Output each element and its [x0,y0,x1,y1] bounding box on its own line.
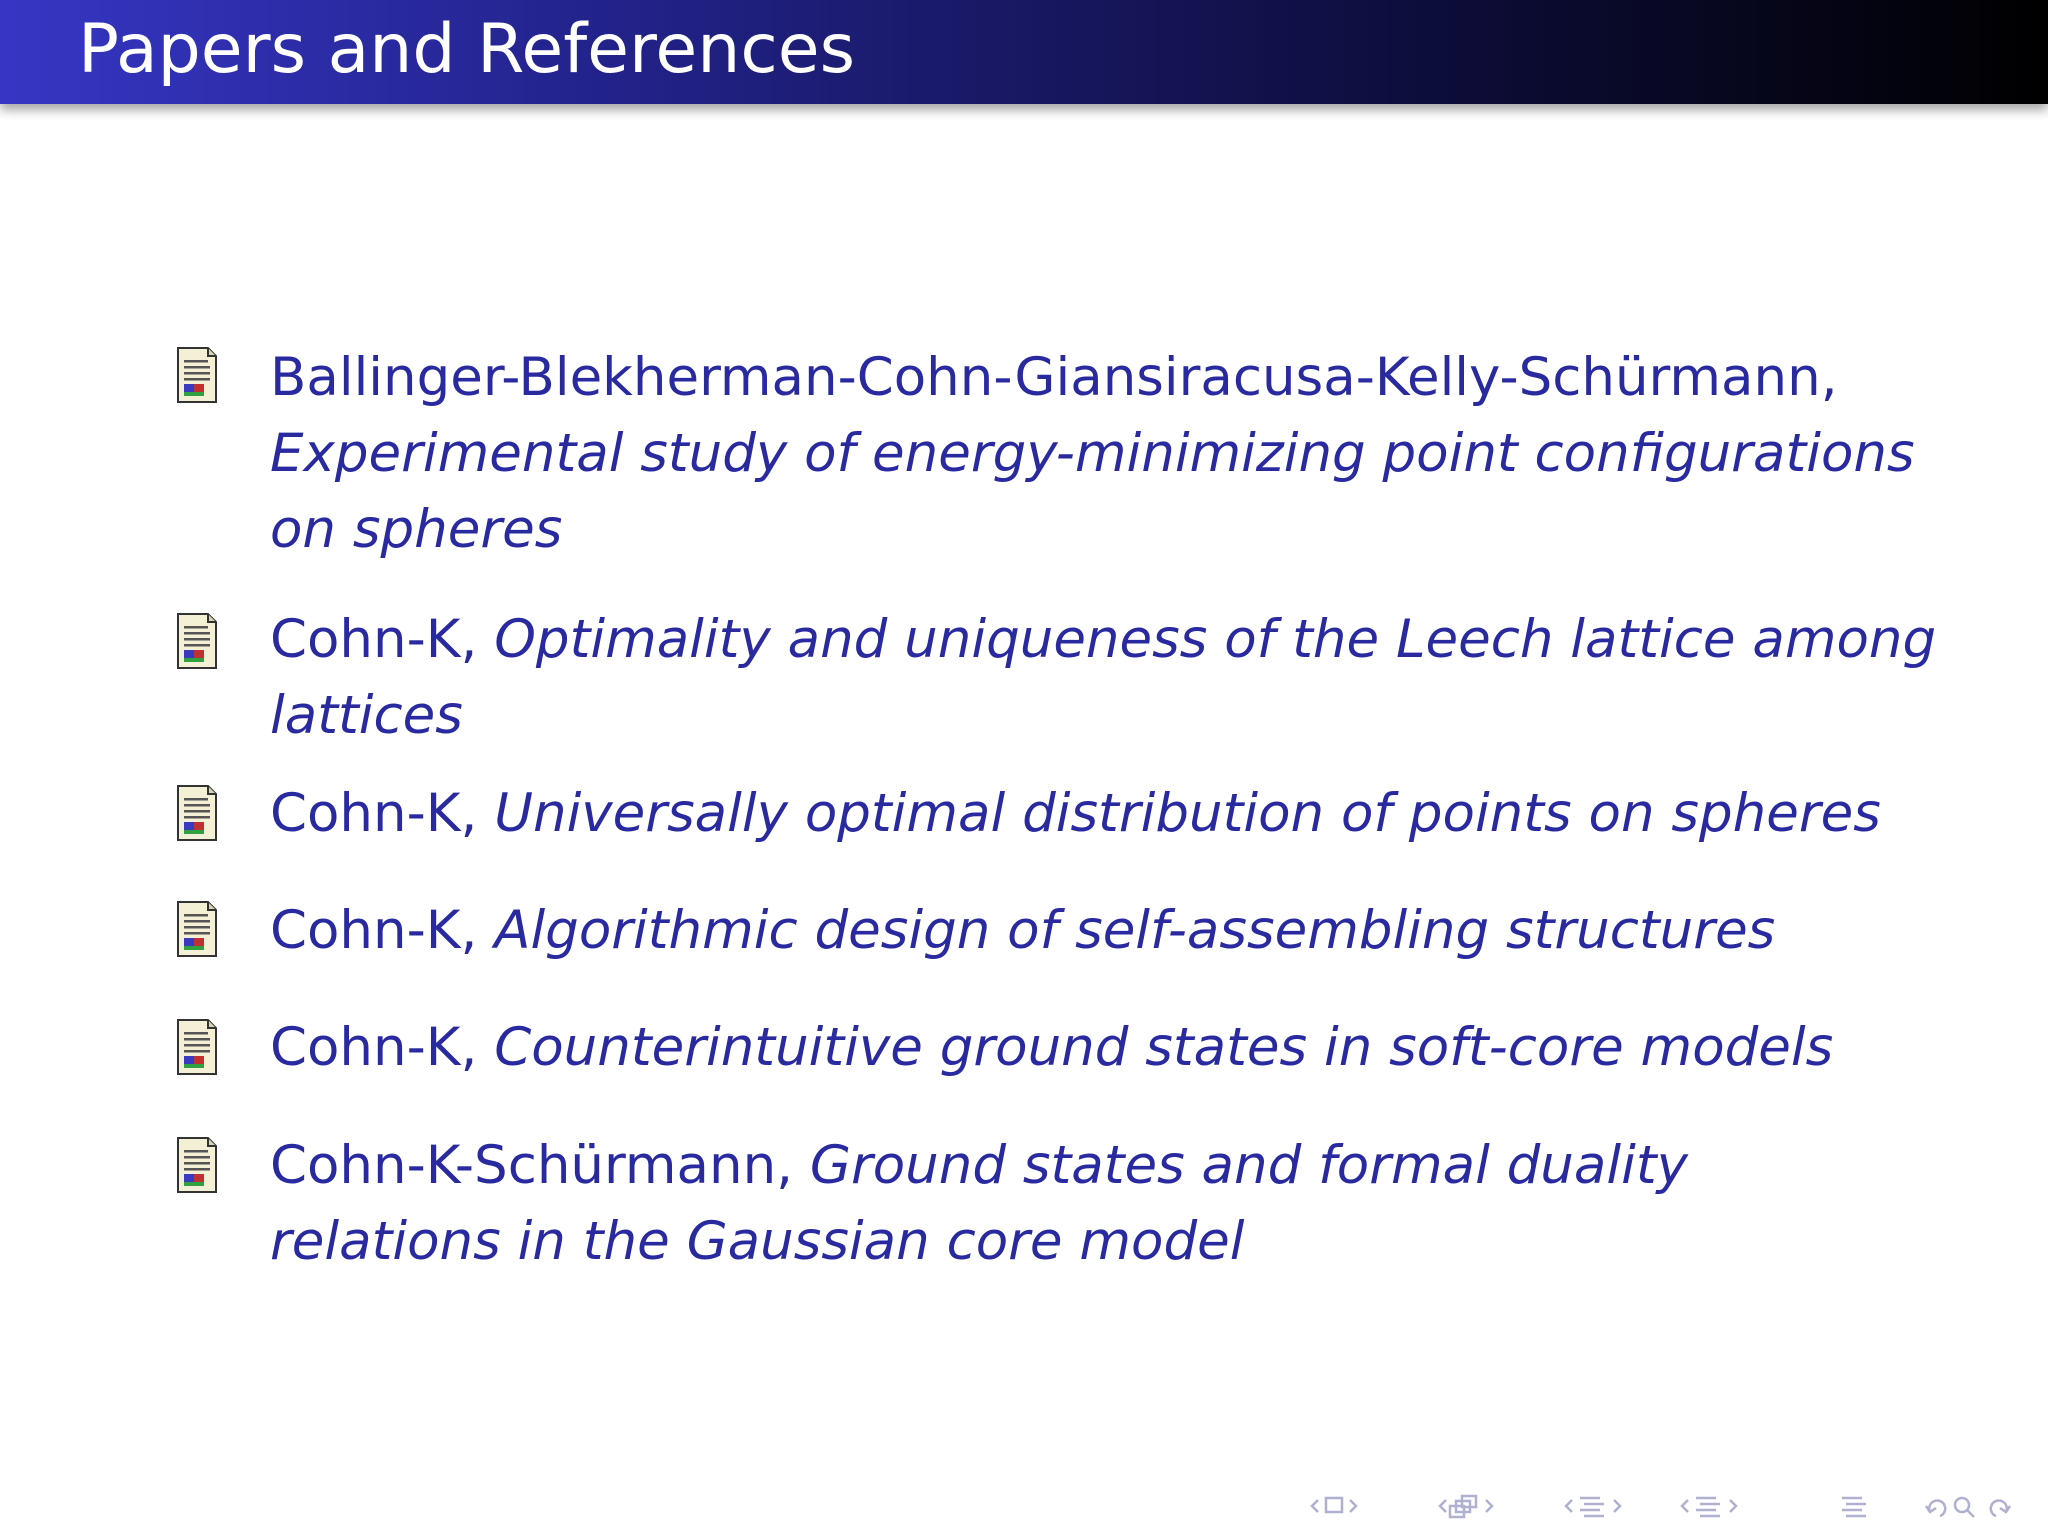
reference-item [270,602,2010,754]
document-icon [176,900,218,958]
section-icon[interactable] [1580,1498,1604,1516]
document-icon [176,1018,218,1076]
reference-item [270,776,2010,852]
align-icon[interactable] [1842,1498,1866,1516]
next-slide-icon[interactable] [1730,1500,1736,1512]
forward-icon[interactable] [1991,1501,2010,1516]
next-frame-icon[interactable] [1350,1500,1356,1512]
slide-icon[interactable] [1696,1498,1720,1516]
next-section-icon[interactable] [1614,1500,1620,1512]
document-icon [176,1136,218,1194]
reference-title-line: Universally optimal distribution of points on spheres [494,783,1881,844]
prev-section-icon[interactable] [1566,1500,1572,1512]
reference-item [270,893,2010,969]
reference-title-line: Ground states and formal duality [809,1135,1688,1196]
search-icon[interactable] [1955,1498,1974,1517]
prev-frame-icon[interactable] [1312,1500,1318,1512]
reference-authors: Cohn-K, [270,783,478,844]
document-icon [176,612,218,670]
reference-item [270,1010,2010,1086]
reference-title-line: Algorithmic design of self-assembling structures [494,900,1776,961]
reference-title-line: Optimality and uniqueness of the Leech lattice among [494,609,1937,670]
reference-authors: Cohn-K, [270,900,478,961]
reference-title-line: relations in the Gaussian core model [270,1211,1245,1272]
frame-icon[interactable] [1326,1498,1342,1512]
reference-authors: Cohn-K, [270,1017,478,1078]
reference-title-line: lattices [270,685,463,746]
slide-title: Papers and References [78,10,856,89]
document-icon [176,346,218,404]
reference-item [270,1128,2010,1280]
prev-slide-icon[interactable] [1682,1500,1688,1512]
reference-authors: Cohn-K, [270,609,478,670]
reference-title-line: Counterintuitive ground states in soft-core models [494,1017,1834,1078]
beamer-navigation-bar [1310,1488,2030,1524]
reference-title-line: on spheres [270,499,563,560]
prev-subsection-icon[interactable] [1440,1500,1446,1512]
reference-authors: Ballinger-Blekherman-Cohn-Giansiracusa-Kelly-Schürmann, [270,347,1838,408]
reference-item [270,340,2010,568]
next-subsection-icon[interactable] [1486,1500,1492,1512]
back-icon[interactable] [1926,1501,1945,1516]
subsection-icon[interactable] [1450,1496,1476,1517]
reference-title-line: Experimental study of energy-minimizing point configurations [270,423,1915,484]
reference-authors: Cohn-K-Schürmann, [270,1135,794,1196]
document-icon [176,784,218,842]
